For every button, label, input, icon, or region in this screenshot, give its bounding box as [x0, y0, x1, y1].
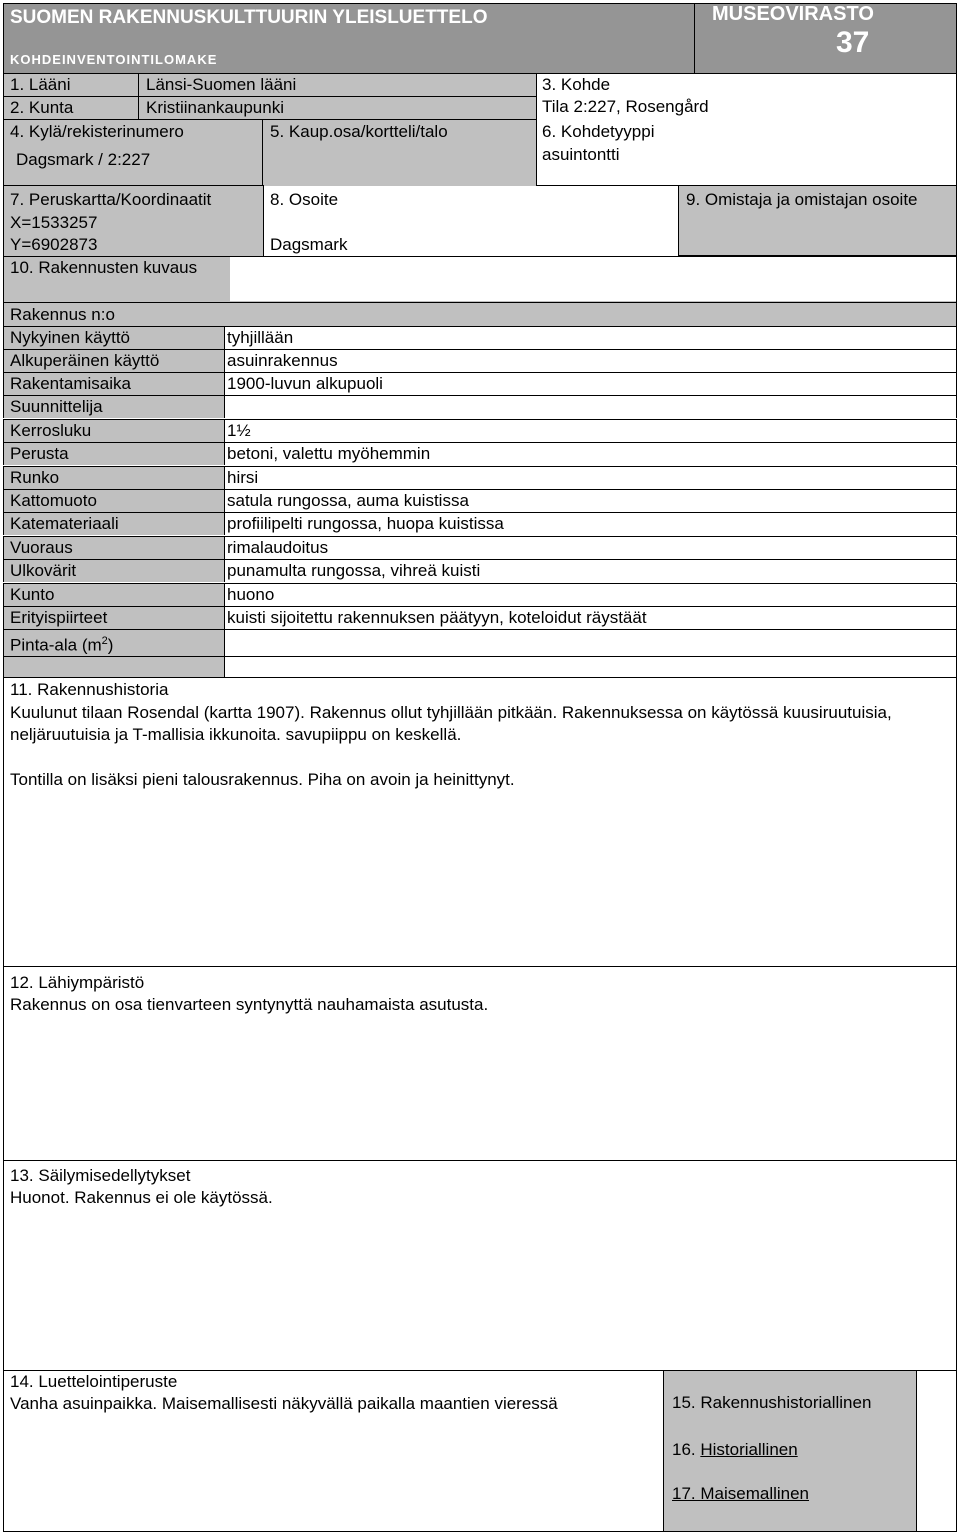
- osoite-label: 8. Osoite: [270, 190, 339, 209]
- pinta-ala-sup: 2: [101, 635, 108, 647]
- pinta-ala-label: [3, 629, 225, 656]
- peruste-maisemallinen: 17. Maisemallinen: [672, 1484, 810, 1503]
- row-label: Kerrosluku: [3, 419, 225, 442]
- row-value: punamulta rungossa, vihreä kuisti: [225, 559, 957, 582]
- row-value: huono: [225, 583, 957, 606]
- row-value: rimalaudoitus: [225, 536, 957, 559]
- row-label: Kunto: [3, 583, 225, 606]
- row-value: satula rungossa, auma kuistissa: [225, 489, 957, 512]
- historia-text-2: Tontilla on lisäksi pieni talousrakennus. Piha on avoin ja heinittynyt.: [10, 770, 515, 789]
- row-value: 1900-luvun alkupuoli: [225, 372, 957, 395]
- x-coordinate: X=1533257: [10, 213, 98, 232]
- row-value: 1½: [225, 419, 957, 442]
- row-label: Alkuperäinen käyttö: [3, 349, 225, 372]
- y-coordinate: Y=6902873: [10, 235, 98, 254]
- row-value: kuisti sijoitettu rakennuksen päätyyn, koteloidut räystäät: [225, 606, 957, 629]
- rakennus-no-label: Rakennus n:o: [10, 305, 115, 324]
- row-label: Erityispiirteet: [3, 606, 225, 629]
- peruste-blank: [916, 1370, 957, 1532]
- kuvaus-label: 10. Rakennusten kuvaus: [10, 258, 198, 277]
- blank-row: [225, 656, 957, 677]
- peruste-16-number: 16.: [672, 1440, 701, 1459]
- sailyminen-text: Huonot. Rakennus ei ole käytössä.: [10, 1188, 273, 1207]
- row-label: Vuoraus: [3, 536, 225, 559]
- kunta-label: 2. Kunta: [10, 98, 74, 117]
- pinta-ala-value: [225, 629, 957, 656]
- row-label: Ulkovärit: [3, 559, 225, 582]
- kunta-value: Kristiinankaupunki: [146, 98, 284, 117]
- row-value: profiilipelti rungossa, huopa kuistissa: [225, 512, 957, 535]
- peruste-label: 14. Luettelointiperuste: [10, 1372, 178, 1391]
- kyla-label: 4. Kylä/rekisterinumero: [10, 122, 184, 141]
- lahiymparisto-text: Rakennus on osa tienvarteen syntynyttä nauhamaista asutusta.: [10, 995, 489, 1014]
- inventory-number: 37: [836, 26, 870, 59]
- osoite-value: Dagsmark: [270, 235, 348, 254]
- laani-label: 1. Lääni: [10, 75, 71, 94]
- row-label: Suunnittelija: [3, 395, 225, 418]
- historia-text: Kuulunut tilaan Rosendal (kartta 1907). Rakennus ollut tyhjillään pitkään. Rakennuksessa on käytössä kuusiruutuisia, neljäruutuisia ja T-mallisia ikkunoita. savupiippu on keskellä.: [10, 703, 892, 744]
- peruste-rakennushistoriallinen: 15. Rakennushistoriallinen: [672, 1393, 872, 1412]
- row-label: Rakentamisaika: [3, 372, 225, 395]
- kohdetyyppi-value: asuintontti: [542, 145, 620, 164]
- kohdetyyppi-label: 6. Kohdetyyppi: [542, 122, 655, 141]
- kuvaus-white: [230, 257, 956, 301]
- peruste-16-text: Historiallinen: [700, 1440, 798, 1459]
- laani-value: Länsi-Suomen lääni: [146, 75, 297, 94]
- row-label: Runko: [3, 466, 225, 489]
- row-value: hirsi: [225, 466, 957, 489]
- kaup-field: [264, 142, 536, 186]
- row-label: Perusta: [3, 442, 225, 465]
- row-label: Nykyinen käyttö: [3, 326, 225, 349]
- pinta-ala-text: Pinta-ala (m: [10, 635, 102, 655]
- form-subtitle: KOHDEINVENTOINTILOMAKE: [10, 52, 218, 67]
- omistaja-label: 9. Omistaja ja omistajan osoite: [686, 190, 918, 209]
- row-label: Katemateriaali: [3, 512, 225, 535]
- kohde-value: Tila 2:227, Rosengård: [542, 97, 709, 116]
- peruste-historiallinen: [672, 1440, 798, 1460]
- row-value: tyhjillään: [225, 326, 957, 349]
- sailyminen-label: 13. Säilymisedellytykset: [10, 1166, 191, 1185]
- row-value: asuinrakennus: [225, 349, 957, 372]
- peruste-text: Vanha asuinpaikka. Maisemallisesti näkyvällä paikalla maantien vieressä: [10, 1394, 558, 1413]
- row-value: [225, 395, 957, 418]
- kohde-label: 3. Kohde: [542, 75, 611, 94]
- kaup-label: 5. Kaup.osa/kortteli/talo: [270, 122, 448, 141]
- lahiymparisto-label: 12. Lähiympäristö: [10, 973, 145, 992]
- row-value: betoni, valettu myöhemmin: [225, 442, 957, 465]
- org-name: MUSEOVIRASTO: [712, 3, 874, 25]
- blank-gray-row: [3, 656, 225, 677]
- kyla-value: Dagsmark / 2:227: [16, 150, 151, 169]
- peruskartta-label: 7. Peruskartta/Koordinaatit: [10, 190, 212, 209]
- form-title: SUOMEN RAKENNUSKULTTUURIN YLEISLUETTELO: [10, 7, 488, 28]
- rakennus-no-row: [3, 302, 957, 326]
- pinta-ala-close: ): [107, 635, 114, 655]
- historia-label: 11. Rakennushistoria: [10, 680, 169, 699]
- row-label: Kattomuoto: [3, 489, 225, 512]
